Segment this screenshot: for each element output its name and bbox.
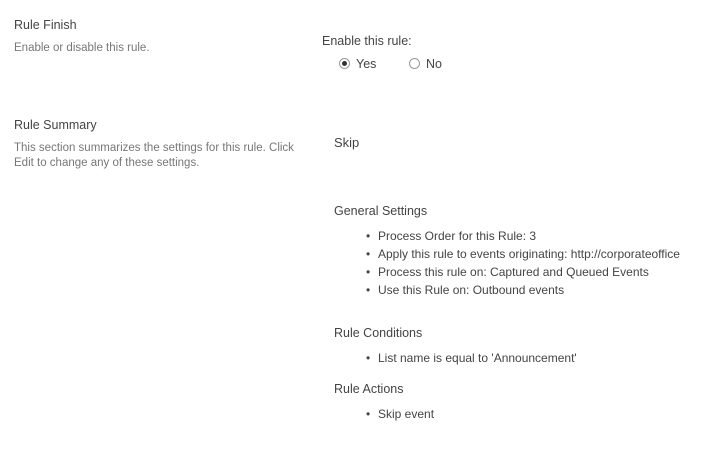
list-item: • Process Order for this Rule: 3: [366, 228, 714, 245]
rule-actions-list: [334, 406, 714, 423]
radio-selected-icon[interactable]: [339, 58, 350, 69]
right-content-column: [322, 0, 722, 457]
enable-rule-no-option[interactable]: [409, 55, 442, 73]
enable-rule-yes-option[interactable]: [339, 55, 376, 73]
rule-finish-description: Enable or disable this rule.: [14, 42, 150, 54]
rule-summary-details: [334, 203, 714, 449]
enable-rule-radio-group[interactable]: [339, 55, 599, 73]
enable-rule-label: Enable this rule:: [322, 34, 412, 48]
list-item: • Use this Rule on: Outbound events: [366, 282, 714, 299]
list-item: • Apply this rule to events originating: http://corporateoffice: [366, 246, 714, 263]
general-settings-heading: General Settings: [334, 204, 428, 218]
enable-rule-yes-label: Yes: [356, 57, 377, 71]
rule-summary-heading: Rule Summary: [14, 118, 97, 132]
enable-rule-no-label: No: [426, 57, 442, 71]
rule-name-heading: Skip: [334, 135, 360, 150]
rule-summary-description: This section summarizes the settings for this rule. Click Edit to change any of these settings.: [14, 142, 294, 169]
list-item: • Process this rule on: Captured and Queued Events: [366, 264, 714, 281]
general-settings-list: [334, 228, 714, 299]
rule-actions-heading: Rule Actions: [334, 382, 404, 396]
rule-summary-section: [14, 118, 299, 171]
list-item: • Skip event: [366, 406, 714, 423]
rule-conditions-heading: Rule Conditions: [334, 326, 423, 340]
rule-conditions-list: [334, 350, 714, 367]
radio-unselected-icon[interactable]: [409, 58, 420, 69]
rule-finish-section: [14, 18, 294, 56]
rule-finish-heading: Rule Finish: [14, 18, 77, 32]
list-item: • List name is equal to 'Announcement': [366, 350, 714, 367]
